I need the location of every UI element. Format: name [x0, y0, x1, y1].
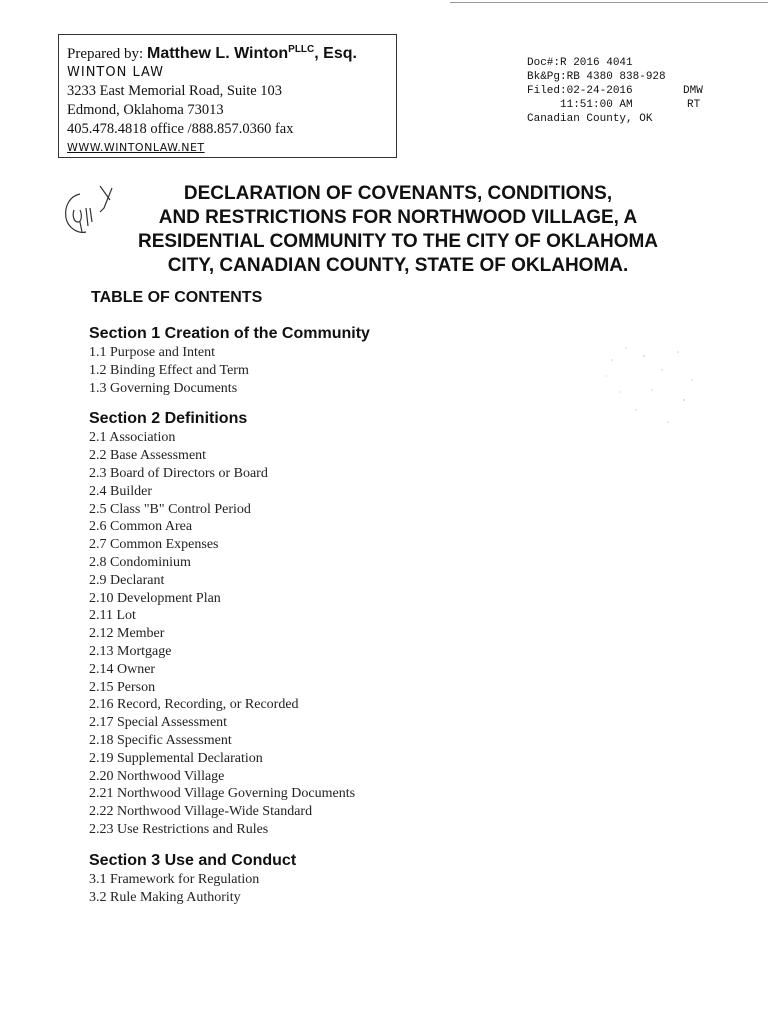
top-rule [450, 2, 768, 3]
toc-item: 2.21 Northwood Village Governing Documents [89, 786, 356, 802]
toc-item: 2.15 Person [89, 679, 156, 695]
toc-item: 1.1 Purpose and Intent [89, 345, 215, 360]
toc-section [89, 409, 689, 838]
toc-item: 2.16 Record, Recording, or Recorded [89, 697, 299, 713]
toc-item: 2.14 Owner [89, 661, 156, 677]
preparer-sup: PLLC [288, 44, 315, 55]
toc-item: 3.1 Framework for Regulation [89, 871, 260, 887]
toc-item: 2.7 Common Expenses [89, 537, 219, 553]
toc-item: 2.11 Lot [89, 608, 136, 624]
toc-item: 2.17 Special Assessment [89, 715, 228, 731]
title-line: RESIDENTIAL COMMUNITY TO THE CITY OF OKLAHOMA [137, 231, 659, 252]
title-line: AND RESTRICTIONS FOR NORTHWOOD VILLAGE, A [158, 207, 638, 228]
firm-name: WINTON LAW [67, 65, 165, 80]
toc-item: 2.20 Northwood Village [89, 768, 225, 784]
title-line: CITY, CANADIAN COUNTY, STATE OF OKLAHOMA. [167, 255, 629, 276]
address-line-1: 3233 East Memorial Road, Suite 103 [67, 83, 283, 99]
stamp-initial: DMW [683, 85, 703, 97]
toc-item: 2.6 Common Area [89, 519, 193, 535]
stamp-line: Bk&Pg:RB 4380 838-928 [527, 71, 666, 83]
toc-item: 2.1 Association [89, 430, 176, 446]
preparer-box [58, 34, 397, 158]
phone-fax: 405.478.4818 office /888.857.0360 fax [67, 121, 294, 137]
stamp-initial: RT [687, 99, 701, 111]
toc-item: 2.22 Northwood Village-Wide Standard [89, 804, 313, 820]
toc-heading: TABLE OF CONTENTS [91, 289, 263, 306]
toc-item: 2.5 Class "B" Control Period [89, 501, 251, 517]
toc-section [89, 851, 689, 907]
stamp-line: 11:51:00 AM [527, 99, 633, 111]
section-title: Section 2 Definitions [89, 410, 248, 428]
website-link: WWW.WINTONLAW.NET [67, 141, 205, 154]
toc-item: 2.12 Member [89, 626, 165, 642]
toc-item: 2.13 Mortgage [89, 643, 172, 659]
toc-item: 1.3 Governing Documents [89, 380, 238, 396]
section-title: Section 3 Use and Conduct [89, 851, 297, 869]
address-line-2: Edmond, Oklahoma 73013 [67, 102, 224, 118]
toc-item: 2.10 Development Plan [89, 590, 221, 606]
toc-item: 3.2 Rule Making Authority [89, 889, 241, 905]
toc-item: 2.4 Builder [89, 483, 152, 499]
preparer-prefix: Prepared by: [67, 46, 147, 62]
section-title: Section 1 Creation of the Community [89, 325, 370, 342]
toc-item: 2.18 Specific Assessment [89, 732, 232, 748]
toc-item: 2.3 Board of Directors or Board [89, 465, 268, 481]
section-item-list [89, 871, 689, 907]
title-line: DECLARATION OF COVENANTS, CONDITIONS, [183, 183, 613, 204]
toc-item: 2.19 Supplemental Declaration [89, 750, 263, 766]
toc-item: 1.2 Binding Effect and Term [89, 362, 249, 378]
preparer-line [67, 40, 388, 64]
stamp-line: Filed:02-24-2016 [527, 85, 633, 97]
recording-stamp [527, 56, 666, 126]
toc-item: 2.2 Base Assessment [89, 448, 207, 464]
stamp-line: Canadian County, OK [527, 113, 653, 125]
toc-item: 2.9 Declarant [89, 572, 165, 588]
preparer-suffix: , Esq. [314, 45, 357, 62]
section-item-list [89, 429, 689, 838]
toc-item: 2.8 Condominium [89, 554, 191, 570]
document-title [98, 182, 698, 278]
toc-item: 2.23 Use Restrictions and Rules [89, 821, 269, 837]
stamp-initials [683, 84, 703, 112]
stamp-line: Doc#:R 2016 4041 [527, 57, 633, 69]
preparer-name: Matthew L. Winton [146, 45, 289, 62]
scan-speckle [592, 330, 702, 440]
